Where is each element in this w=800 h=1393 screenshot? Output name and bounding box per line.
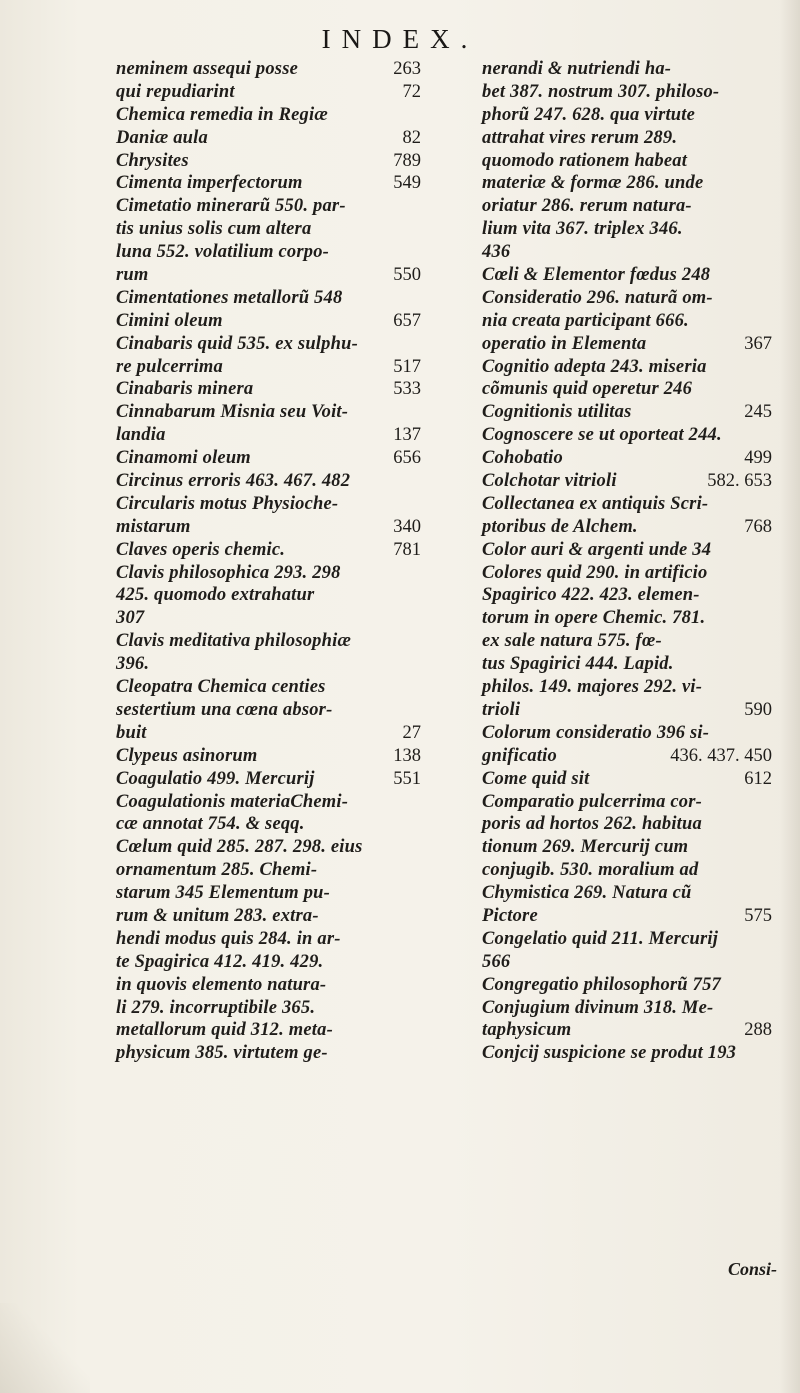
index-entry [116, 813, 421, 836]
index-entry-text: buit [116, 722, 147, 743]
index-entry-text: gnificatio [482, 745, 557, 766]
index-entry-page-number: 657 [393, 310, 421, 331]
index-entry-page-number: 499 [744, 448, 772, 469]
index-entry-text: materiæ & formæ 286. unde [482, 173, 704, 194]
index-entry-text: 396. [116, 654, 150, 675]
index-entry-text: Cognoscere se ut oporteat 244. [482, 425, 722, 446]
index-entry [482, 424, 772, 447]
index-entry-text: Color auri & argenti unde 34 [482, 539, 712, 560]
index-entry [482, 882, 772, 905]
index-entry-text: te Spagirica 412. 419. 429. [116, 951, 324, 972]
index-entry-text: 566 [482, 951, 511, 972]
index-entry [482, 905, 772, 928]
index-entry-text: Cimentationes metallorũ 548 [116, 287, 343, 308]
index-entry-text: Come quid sit [482, 768, 590, 789]
index-entry-page-number: 656 [393, 448, 421, 469]
index-entry-text: physicum 385. virtutem ge- [116, 1043, 328, 1064]
index-entry-page-number: 533 [393, 379, 421, 400]
index-entry [116, 562, 421, 585]
index-entry-text: Cœlum quid 285. 287. 298. eius [116, 837, 363, 858]
index-entry-text: Collectanea ex antiquis Scri- [482, 493, 709, 514]
index-entry-text: landia [116, 425, 166, 446]
index-entry [482, 791, 772, 814]
index-entry-text: Conjugium divinum 318. Me- [482, 997, 714, 1018]
index-entry-page-number: 245 [744, 402, 772, 423]
index-entry [116, 150, 421, 173]
catchword: Consi- [728, 1259, 778, 1279]
index-entry-page-number: 340 [393, 516, 421, 537]
index-entry [116, 424, 421, 447]
index-entry-page-number: 288 [744, 1020, 772, 1041]
index-entry [116, 653, 421, 676]
index-entry-text: Cinabaris minera [116, 379, 254, 400]
index-entry-text: tionum 269. Mercurij cum [482, 837, 689, 858]
index-entry [116, 218, 421, 241]
index-entry-text: mistarum [116, 516, 191, 537]
index-entry [482, 745, 772, 768]
index-entry-text: Clavis philosophica 293. 298 [116, 562, 341, 583]
index-entry [482, 607, 772, 630]
index-entry [116, 81, 421, 104]
index-entry-text: Cinabaris quid 535. ex sulphu- [116, 333, 358, 354]
index-entry [116, 447, 421, 470]
index-entry [482, 356, 772, 379]
index-entry [116, 172, 421, 195]
index-entry [482, 447, 772, 470]
index-entry-text: cõmunis quid operetur 246 [482, 379, 693, 400]
index-entry [482, 218, 772, 241]
index-entry-page-number: 582. 653 [707, 471, 772, 492]
index-entry [482, 584, 772, 607]
index-entry-text: oriatur 286. rerum natura- [482, 196, 692, 217]
index-entry-text: taphysicum [482, 1020, 572, 1041]
index-entry [116, 356, 421, 379]
index-entry-text: Claves operis chemic. [116, 539, 286, 560]
index-entry-text: Coagulatio 499. Mercurij [116, 768, 315, 789]
index-entry-page-number: 138 [393, 745, 421, 766]
index-entry-text: Chemica remedia in Regiæ [116, 104, 328, 125]
index-entry [482, 516, 772, 539]
index-entry-text: Circularis motus Physioche- [116, 493, 339, 514]
index-entry-text: luna 552. volatilium corpo- [116, 242, 330, 263]
index-entry-text: lium vita 367. triplex 346. [482, 219, 683, 240]
right-index-column [482, 58, 772, 1065]
index-entry [482, 58, 772, 81]
index-entry-page-number: 137 [393, 425, 421, 446]
index-entry-text: quomodo rationem habeat [482, 150, 688, 171]
index-entry-text: sestertium una cœna absor- [116, 699, 333, 720]
index-entry [116, 722, 421, 745]
index-entry-text: Chrysites [116, 150, 189, 171]
index-entry-text: philos. 149. majores 292. vi- [482, 677, 703, 698]
index-entry [116, 378, 421, 401]
index-entry-text: Congelatio quid 211. Mercurij [482, 928, 719, 949]
index-entry [116, 493, 421, 516]
index-entry-text: li 279. incorruptibile 365. [116, 997, 316, 1018]
index-entry [482, 195, 772, 218]
index-entry-text: conjugib. 530. moralium ad [482, 860, 699, 881]
index-entry-text: Congregatio philosophorũ 757 [482, 974, 721, 995]
index-entry [482, 997, 772, 1020]
index-entry-text: starum 345 Elementum pu- [116, 883, 330, 904]
index-entry-text: Daniæ aula [116, 127, 208, 148]
index-entry-text: Comparatio pulcerrima cor- [482, 791, 703, 812]
index-entry-text: ex sale natura 575. fœ- [482, 631, 662, 652]
index-entry [482, 81, 772, 104]
index-entry [482, 172, 772, 195]
index-entry [482, 928, 772, 951]
index-entry-text: Colores quid 290. in artificio [482, 562, 708, 583]
index-entry-page-number: 768 [744, 516, 772, 537]
index-entry-page-number: 367 [744, 333, 772, 354]
index-entry [116, 745, 421, 768]
index-entry-page-number: 789 [393, 150, 421, 171]
index-entry-text: Cinnabarum Misnia seu Voit- [116, 402, 349, 423]
page-gutter-shadow [780, 0, 800, 1393]
index-entry [482, 150, 772, 173]
index-entry [482, 127, 772, 150]
page-corner-shade [0, 1303, 90, 1393]
index-entry-text: metallorum quid 312. meta- [116, 1020, 333, 1041]
index-entry-text: phorũ 247. 628. qua virtute [482, 104, 696, 125]
index-entry [482, 859, 772, 882]
index-entry [116, 997, 421, 1020]
index-entry [116, 539, 421, 562]
index-entry-text: nia creata participant 666. [482, 310, 689, 331]
index-entry-text: torum in opere Chemic. 781. [482, 608, 706, 629]
index-entry-text: rum & unitum 283. extra- [116, 905, 319, 926]
index-entry-text: Coagulationis materiaChemi- [116, 791, 349, 812]
index-entry-text: Cimini oleum [116, 310, 223, 331]
index-entry [482, 333, 772, 356]
page-header: INDEX. [321, 24, 479, 54]
index-entry-page-number: 82 [402, 127, 421, 148]
index-entry-text: Cimetatio minerarũ 550. par- [116, 196, 346, 217]
index-entry-text: re pulcerrima [116, 356, 223, 377]
index-entry-text: Clavis meditativa philosophiæ [116, 631, 352, 652]
index-entry [116, 470, 421, 493]
index-entry-page-number: 590 [744, 699, 772, 720]
index-entry-text: Cimenta imperfectorum [116, 173, 303, 194]
index-entry-text: trioli [482, 699, 521, 720]
index-entry [482, 676, 772, 699]
index-entry [482, 1042, 772, 1065]
index-entry [116, 287, 421, 310]
index-entry [482, 951, 772, 974]
index-entry [482, 699, 772, 722]
index-entry-text: tis unius solis cum altera [116, 219, 312, 240]
index-entry-text: Cognitionis utilitas [482, 402, 632, 423]
index-entry [482, 264, 772, 287]
index-entry-text: Colorum consideratio 396 si- [482, 722, 710, 743]
index-entry-text: Clypeus asinorum [116, 745, 258, 766]
index-entry-text: cæ annotat 754. & seqq. [116, 814, 305, 835]
index-entry-text: attrahat vires rerum 289. [482, 127, 678, 148]
index-entry [482, 722, 772, 745]
index-entry-text: operatio in Elementa [482, 333, 647, 354]
index-entry-text: Conjcij suspicione se produt 193 [482, 1043, 737, 1064]
index-entry-text: Chymistica 269. Natura cũ [482, 883, 692, 904]
index-entry-text: Pictore [482, 905, 538, 926]
index-entry [482, 104, 772, 127]
index-entry-page-number: 550 [393, 265, 421, 286]
index-entry [116, 607, 421, 630]
index-entry-text: Circinus erroris 463. 467. 482 [116, 471, 351, 492]
index-entry-text: ptoribus de Alchem. [482, 516, 638, 537]
index-entry-text: Cleopatra Chemica centies [116, 677, 326, 698]
index-entry [116, 241, 421, 264]
index-entry-text: Spagirico 422. 423. elemen- [482, 585, 700, 606]
index-entry [116, 1042, 421, 1065]
index-entry-page-number: 575 [744, 905, 772, 926]
index-entry-page-number: 27 [402, 722, 421, 743]
index-entry-page-number: 517 [393, 356, 421, 377]
index-entry-text: bet 387. nostrum 307. philoso- [482, 81, 720, 102]
index-entry-text: 425. quomodo extrahatur [116, 585, 315, 606]
index-entry [116, 676, 421, 699]
index-entry-text: poris ad hortos 262. habitua [482, 814, 702, 835]
index-entry [482, 401, 772, 424]
index-entry-page-number: 436. 437. 450 [670, 745, 772, 766]
index-entry-page-number: 551 [393, 768, 421, 789]
index-entry-text: hendi modus quis 284. in ar- [116, 928, 341, 949]
index-entry [116, 974, 421, 997]
index-entry-text: ornamentum 285. Chemi- [116, 860, 318, 881]
index-entry [116, 630, 421, 653]
index-entry [116, 104, 421, 127]
index-entry [116, 768, 421, 791]
index-entry [116, 928, 421, 951]
index-entry [116, 310, 421, 333]
index-entry-page-number: 72 [402, 81, 421, 102]
index-entry-text: Cinamomi oleum [116, 448, 251, 469]
index-entry-text: Colchotar vitrioli [482, 471, 617, 492]
index-entry-text: 436 [482, 242, 511, 263]
index-entry-page-number: 781 [393, 539, 421, 560]
index-entry [116, 951, 421, 974]
index-entry [116, 195, 421, 218]
index-entry-text: nerandi & nutriendi ha- [482, 59, 672, 79]
index-entry [116, 836, 421, 859]
index-entry [116, 127, 421, 150]
index-entry [482, 1019, 772, 1042]
index-entry-text: Consideratio 296. naturã om- [482, 287, 713, 308]
index-entry [116, 401, 421, 424]
index-entry [116, 264, 421, 287]
index-entry-text: neminem assequi posse [116, 59, 299, 79]
index-entry [482, 310, 772, 333]
index-entry-text: 307 [116, 608, 145, 629]
index-entry [482, 653, 772, 676]
index-entry [116, 905, 421, 928]
index-entry [116, 58, 421, 81]
index-entry [116, 699, 421, 722]
index-entry-text: rum [116, 265, 149, 286]
index-entry [482, 768, 772, 791]
index-entry-page-number: 263 [393, 59, 421, 79]
index-entry [116, 584, 421, 607]
index-entry-text: qui repudiarint [116, 81, 235, 102]
index-entry-page-number: 549 [393, 173, 421, 194]
index-entry [116, 333, 421, 356]
index-entry [116, 882, 421, 905]
left-index-column [116, 58, 421, 1065]
index-entry-text: Cœli & Elementor fœdus 248 [482, 265, 711, 286]
index-entry [116, 1019, 421, 1042]
index-entry [116, 859, 421, 882]
index-entry [482, 836, 772, 859]
index-entry [482, 287, 772, 310]
index-entry-text: in quovis elemento natura- [116, 974, 327, 995]
index-entry [482, 974, 772, 997]
index-entry-page-number: 612 [744, 768, 772, 789]
index-entry [482, 493, 772, 516]
index-entry [482, 378, 772, 401]
index-entry [482, 813, 772, 836]
index-entry [116, 791, 421, 814]
index-entry [482, 539, 772, 562]
index-entry [482, 470, 772, 493]
index-entry [482, 562, 772, 585]
index-entry [482, 630, 772, 653]
index-entry-text: Cognitio adepta 243. miseria [482, 356, 707, 377]
index-entry [116, 516, 421, 539]
index-entry-text: Cohobatio [482, 448, 563, 469]
index-entry [482, 241, 772, 264]
index-entry-text: tus Spagirici 444. Lapid. [482, 654, 674, 675]
